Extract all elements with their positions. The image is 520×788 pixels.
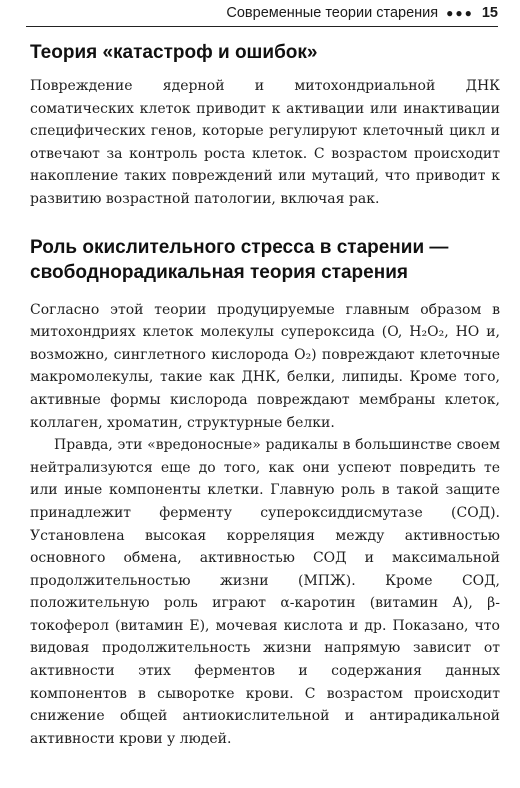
running-title: Современные теории старения	[226, 5, 439, 21]
header-dots: ●●●	[446, 6, 474, 20]
section-heading-catastrophe-theory: Теория «катастроф и ошибок»	[30, 42, 318, 63]
paragraph-free-radical-2: Правда, эти «вредоносные» радикалы в большинстве своем нейтрализуются еще до того, как они успеют повредить те или иные компоненты клетки. Главную роль в такой защите принадлежит ферменту супероксиддисмутазе (СОД). Установлена высокая корреляция между активностью основного обмена, активностью СОД и максимальной продолжительностью жизни (МПЖ). Кроме СОД, положительную роль играют α-каротин (витамин А), β-токоферол (витамин Е), мочевая кислота и др. Показано, что видовая продолжительность жизни напрямую зависит от активности этих ферментов и содержания данных компонентов в сыворотке крови. С возрастом происходит снижение общей антиокислительной и антирадикальной активности крови у людей.	[30, 437, 500, 747]
running-header	[26, 0, 498, 27]
page-number: 15	[481, 5, 498, 21]
section-heading-oxidative-stress: Роль окислительного стресса в старении — свободнорадикальная теория старения	[30, 236, 449, 283]
paragraph-catastrophe-theory: Повреждение ядерной и митохондриальной ДНК соматических клеток приводит к активации или инактивации специфических генов, которые регулируют клеточный цикл и отвечают за контроль роста клеток. С возрастом происходит накопление таких повреждений или мутаций, что приводит к развитию возрастной патологии, включая рак.	[30, 78, 500, 207]
page-content	[30, 36, 500, 750]
paragraph-free-radical-1: Согласно этой теории продуцируемые главным образом в митохондриях клеток молекулы супероксида (O, H₂O₂, HO и, возможно, синглетного кислорода O₂) повреждают клеточные макромолекулы, такие как ДНК, белки, липиды. Кроме того, активные формы кислорода повреждают мембраны клеток, коллаген, хроматин, структурные белки.	[30, 301, 500, 431]
